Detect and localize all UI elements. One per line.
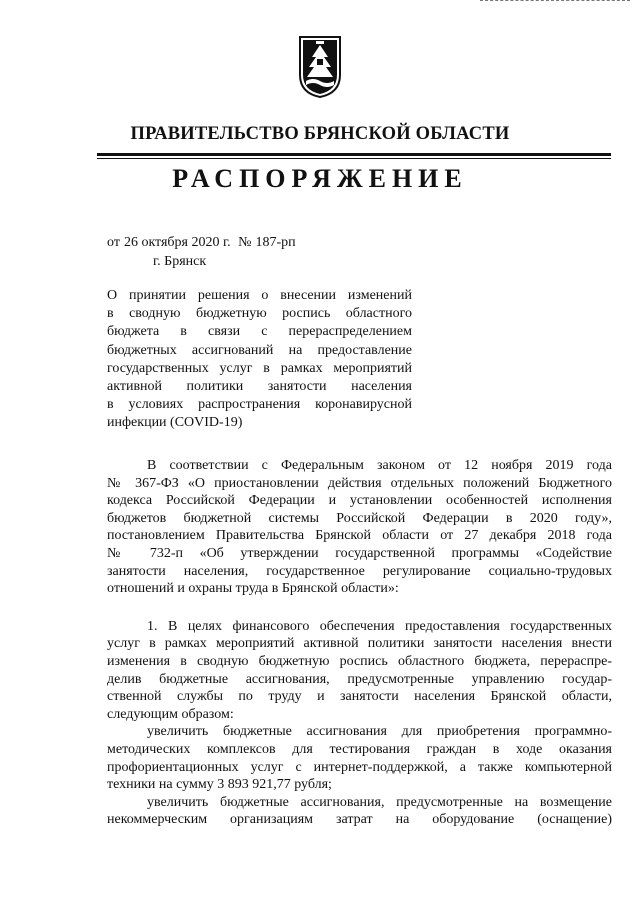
header-rule-thick [97,153,611,156]
subject-line: активной политики занятости населения [107,378,412,394]
preamble-line: № 367-ФЗ «О приостановлении действия отдельных положений Бюджетного [107,475,612,491]
item-1-line: ственной службы по труду и занятости населения Брянской области, [107,689,612,705]
document-date: 26 октября 2020 г. [123,235,231,250]
document-body [107,457,612,829]
date-number-line [107,234,300,252]
document-subject [107,287,412,433]
city-line: г. Брянск [153,254,207,269]
coat-of-arms-icon [298,35,342,99]
increase-2-line: некоммерческим организациям затрат на оборудование (оснащение) [107,812,612,828]
item-1-line: следующим образом: [107,706,234,722]
subject-line: государственных услуг в рамках мероприятий [107,360,412,376]
item-1-line: изменения в сводную бюджетную роспись областного бюджета, перераспре- [107,653,612,669]
subject-line: бюджетных ассигнований на предоставление [107,342,412,358]
subject-line: в условиях распространения коронавирусной [107,397,412,413]
increase-1-line: методических комплексов для тестирования граждан в ходе оказания [107,741,612,757]
preamble-line: бюджетов бюджетной системы Российской Федерации в 2020 году», [107,510,612,526]
document-type-title: РАСПОРЯЖЕНИЕ [172,164,468,193]
scan-edge-marks [480,0,630,3]
item-1-line: услуг в рамках мероприятий активной политики занятости населения внести [107,636,612,652]
preamble-line: постановлением Правительства Брянской области от 27 декабря 2018 года [107,528,612,544]
date-prefix: от [107,235,120,250]
preamble-line: В соответствии с Федеральным законом от 12 ноября 2019 года [147,458,612,473]
subject-line: бюджета в связи с перераспределением [107,324,412,340]
subject-line: О принятии решения о внесении изменений [107,288,412,303]
document-number: 187-рп [255,235,296,250]
increase-1-line: профориентационных услуг с интернет-поддержкой, а также компьютерной [107,759,612,775]
header-rule-thin [97,158,611,159]
preamble-line: кодекса Российской Федерации и установлении особенностей исполнения [107,493,612,509]
increase-1-line: увеличить бюджетные ассигнования для приобретения программно- [147,724,612,740]
increase-2-line: увеличить бюджетные ассигнования, предусмотренные на возмещение [147,794,612,810]
preamble-line: отношений и охраны труда в Брянской области»: [107,581,399,597]
item-1-line: делив бюджетные ассигнования, предусмотренные управлению государ- [107,671,612,687]
preamble-line: № 732-п «Об утверждении государственной программы «Содействие [107,545,612,561]
subject-line: в сводную бюджетную роспись областного [107,306,412,322]
preamble-line: занятости населения, государственное регулирование социально-трудовых [107,563,612,579]
number-sign: № [238,235,252,250]
subject-line: инфекции (COVID-19) [107,415,243,431]
organization-title: ПРАВИТЕЛЬСТВО БРЯНСКОЙ ОБЛАСТИ [130,124,510,144]
item-1-line: 1. В целях финансового обеспечения предоставления государственных [147,618,612,634]
increase-1-line: техники на сумму 3 893 921,77 рубля; [107,777,332,793]
paragraph-gap [107,598,612,618]
